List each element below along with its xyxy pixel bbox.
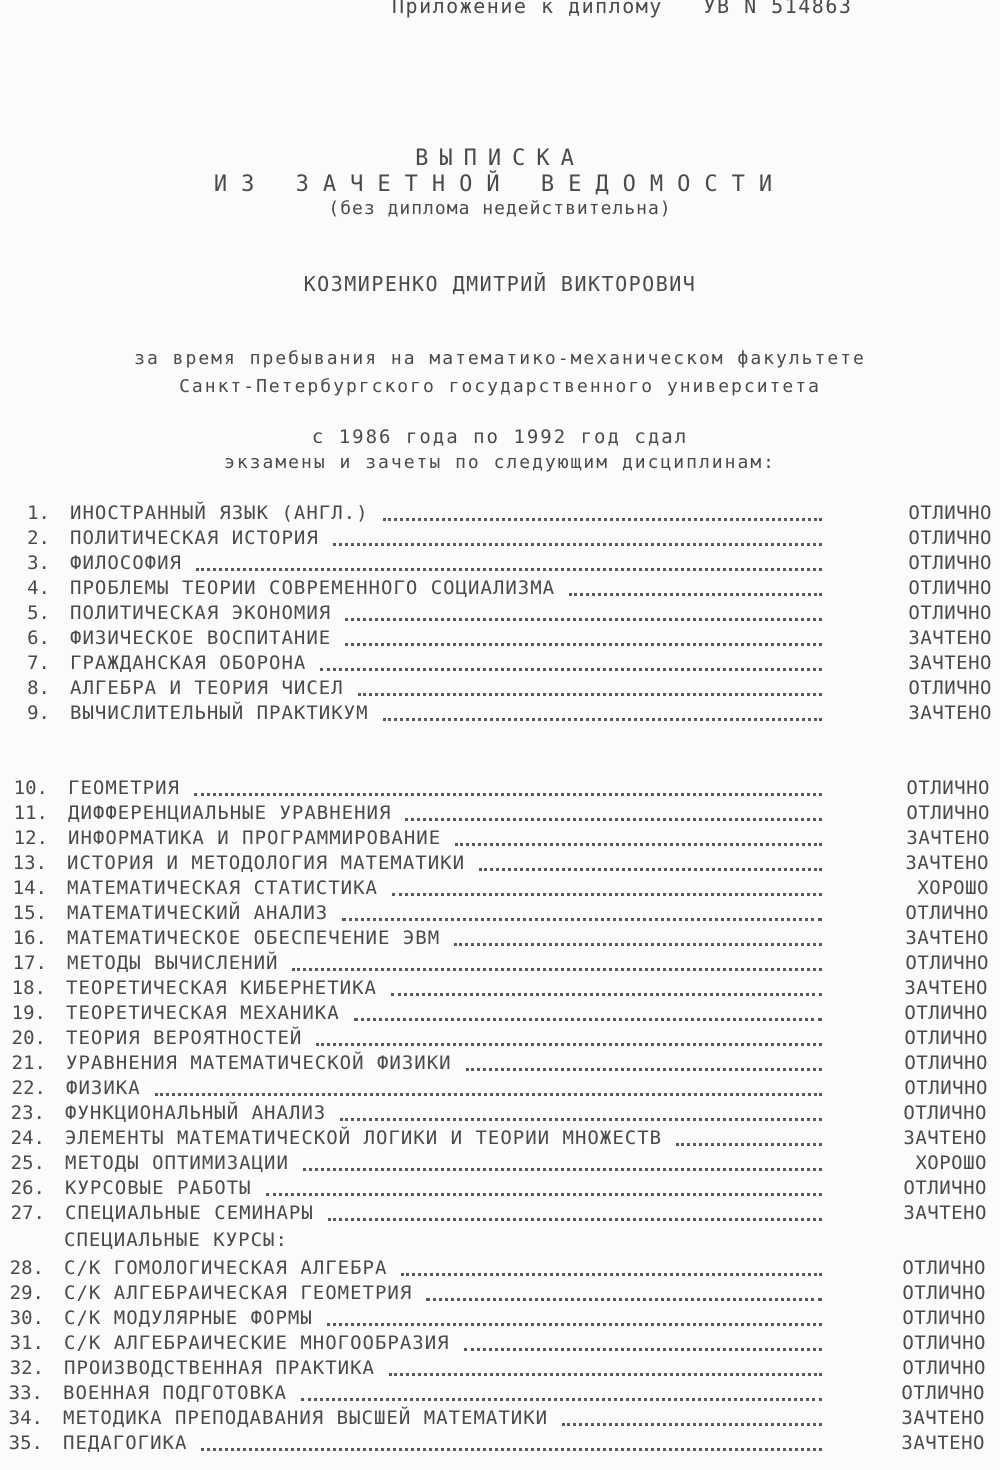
subject-grade: ОТЛИЧНО [908,677,992,699]
subject-number: 35. [8,1432,43,1454]
subject-name: ФИЛОСОФИЯ [70,552,182,574]
subject-row [0,500,1000,526]
subject-name: МЕТОДЫ ОПТИМИЗАЦИИ [65,1152,289,1174]
student-name: КОЗМИРЕНКО ДМИТРИЙ ВИКТОРОВИЧ [303,272,697,296]
leader-dots [333,537,822,546]
leader-dots [401,1267,822,1276]
subject-row [0,825,1000,851]
subject-grade: ЗАЧТЕНО [908,702,992,724]
subject-name: СПЕЦИАЛЬНЫЕ СЕМИНАРЫ [65,1202,314,1224]
subject-name: ИНФОРМАТИКА И ПРОГРАММИРОВАНИЕ [68,827,442,849]
subject-row [0,1050,1000,1076]
subject-name: ПЕДАГОГИКА [63,1432,188,1454]
subject-row [0,1380,1000,1406]
leader-dots [676,1137,822,1146]
subject-row [0,1305,1000,1331]
subject-grade: ОТЛИЧНО [908,502,992,524]
subject-number: 10. [13,777,48,799]
subject-row [0,525,1000,551]
subject-row [0,550,1000,576]
subject-name: ГРАЖДАНСКАЯ ОБОРОНА [70,652,307,674]
subject-row [0,600,1000,626]
subject-number: 4. [27,577,50,599]
subject-number: 9. [27,702,50,724]
subject-number: 29. [9,1282,44,1304]
intro-line-1: за время пребывания на математико-механическом факультете [134,348,866,369]
leader-dots [196,562,822,571]
subject-row [0,950,1000,976]
subject-name: МАТЕМАТИЧЕСКОЕ ОБЕСПЕЧЕНИЕ ЭВМ [67,927,441,949]
subject-name: ДИФФЕРЕНЦИАЛЬНЫЕ УРАВНЕНИЯ [68,802,392,824]
subject-name: ПРОИЗВОДСТВЕННАЯ ПРАКТИКА [64,1357,375,1379]
subject-name: МАТЕМАТИЧЕСКИЙ АНАЛИЗ [67,902,329,924]
subject-row [0,1000,1000,1026]
subject-row [0,625,1000,651]
leader-dots [345,637,822,646]
subject-grade: ЗАЧТЕНО [903,1202,987,1224]
subject-row [0,1430,1000,1456]
subject-grade: ОТЛИЧНО [902,1257,986,1279]
subject-row [0,850,1000,876]
document-title: ВЫПИСКА [415,146,585,171]
leader-dots [426,1292,822,1301]
leader-dots [316,1037,822,1046]
leader-dots [358,687,822,696]
subject-name: ФИЗИКА [66,1077,141,1099]
leader-dots [562,1417,822,1426]
subject-number: 7. [27,652,50,674]
subject-grade: ОТЛИЧНО [903,1177,987,1199]
subject-name: МЕТОДИКА ПРЕПОДАВАНИЯ ВЫСШЕЙ МАТЕМАТИКИ [63,1407,549,1429]
subject-number: 17. [12,952,47,974]
subject-row [0,675,1000,701]
special-courses-heading: СПЕЦИАЛЬНЫЕ КУРСЫ: [64,1229,288,1251]
subject-grade: ЗАЧТЕНО [905,852,989,874]
subject-name: ИНОСТРАННЫЙ ЯЗЫК (АНГЛ.) [70,502,369,524]
subject-name: ФУНКЦИОНАЛЬНЫЙ АНАЛИЗ [65,1102,327,1124]
subject-number: 11. [13,802,48,824]
subject-row [0,1405,1000,1431]
subject-row [0,1200,1000,1226]
subject-number: 8. [27,677,50,699]
leader-dots [266,1187,822,1196]
subject-number: 20. [11,1027,46,1049]
subject-number: 6. [27,627,50,649]
subject-row [0,1025,1000,1051]
subject-number: 27. [10,1202,45,1224]
leader-dots [194,787,822,796]
subject-number: 1. [27,502,50,524]
subject-number: 31. [9,1332,44,1354]
subject-grade: ОТЛИЧНО [905,902,989,924]
subject-grade: ОТЛИЧНО [905,952,989,974]
leader-dots [464,1342,822,1351]
subject-number: 34. [8,1407,43,1429]
leader-dots [292,962,822,971]
subject-name: ГЕОМЕТРИЯ [68,777,180,799]
subject-name: ТЕОРЕТИЧЕСКАЯ КИБЕРНЕТИКА [66,977,377,999]
subject-name: УРАВНЕНИЯ МАТЕМАТИЧЕСКОЙ ФИЗИКИ [66,1052,452,1074]
subject-grade: ОТЛИЧНО [902,1282,986,1304]
subject-row [0,1355,1000,1381]
leader-dots [392,887,822,896]
leader-dots [345,612,822,621]
subject-name: АЛГЕБРА И ТЕОРИЯ ЧИСЕЛ [70,677,344,699]
subject-row [0,1330,1000,1356]
subject-row [0,1150,1000,1176]
subject-number: 13. [12,852,47,874]
subject-grade: ОТЛИЧНО [904,1077,988,1099]
subject-number: 24. [10,1127,45,1149]
subject-number: 19. [11,1002,46,1024]
leader-dots [466,1062,822,1071]
subject-number: 33. [8,1382,43,1404]
document-header: Приложение к диплому УВ N 514863 [392,0,853,18]
leader-dots [391,987,822,996]
subject-name: ВЫЧИСЛИТЕЛЬНЫЙ ПРАКТИКУМ [70,702,369,724]
leader-dots [454,937,822,946]
subject-number: 12. [13,827,48,849]
intro-line-4: экзамены и зачеты по следующим дисциплинам: [224,452,776,473]
leader-dots [455,837,822,846]
subject-row [0,900,1000,926]
subject-row [0,1075,1000,1101]
subject-number: 28. [9,1257,44,1279]
subject-grade: ОТЛИЧНО [902,1357,986,1379]
subject-grade: ОТЛИЧНО [902,1332,986,1354]
subject-name: ПРОБЛЕМЫ ТЕОРИИ СОВРЕМЕННОГО СОЦИАЛИЗМА [70,577,556,599]
subject-name: ПОЛИТИЧЕСКАЯ ИСТОРИЯ [70,527,319,549]
subject-grade: ОТЛИЧНО [908,602,992,624]
intro-line-2: Санкт-Петербургского государственного университета [179,376,821,397]
leader-dots [301,1392,822,1401]
subject-row [0,575,1000,601]
subject-grade: ЗАЧТЕНО [901,1407,985,1429]
leader-dots [389,1367,822,1376]
subject-grade: ОТЛИЧНО [904,1027,988,1049]
leader-dots [201,1442,822,1451]
leader-dots [327,1317,822,1326]
subject-number: 2. [27,527,50,549]
validity-note: (без диплома недействительна) [328,198,672,219]
leader-dots [354,1012,822,1021]
subject-grade: ЗАЧТЕНО [901,1432,985,1454]
subject-number: 21. [11,1052,46,1074]
subject-name: ЭЛЕМЕНТЫ МАТЕМАТИЧЕСКОЙ ЛОГИКИ И ТЕОРИИ МНОЖЕСТВ [65,1127,663,1149]
subject-number: 25. [10,1152,45,1174]
subject-row [0,1125,1000,1151]
subject-name: ФИЗИЧЕСКОЕ ВОСПИТАНИЕ [70,627,332,649]
subject-grade: ОТЛИЧНО [906,777,990,799]
leader-dots [328,1212,822,1221]
subject-name: МАТЕМАТИЧЕСКАЯ СТАТИСТИКА [67,877,378,899]
subject-name: С/К АЛГЕБРАИЧЕСКИЕ МНОГООБРАЗИЯ [64,1332,450,1354]
subject-grade: ЗАЧТЕНО [903,1127,987,1149]
subject-row [0,975,1000,1001]
subject-grade: ОТЛИЧНО [901,1382,985,1404]
subject-row [0,700,1000,726]
subject-name: МЕТОДЫ ВЫЧИСЛЕНИЙ [67,952,279,974]
leader-dots [340,1112,822,1121]
subject-grade: ЗАЧТЕНО [906,827,990,849]
subject-row [0,1255,1000,1281]
subject-row [0,875,1000,901]
subject-number: 16. [12,927,47,949]
leader-dots [342,912,822,921]
subject-grade: ОТЛИЧНО [908,552,992,574]
subject-grade: ЗАЧТЕНО [908,627,992,649]
subject-grade: ЗАЧТЕНО [908,652,992,674]
subject-grade: ОТЛИЧНО [902,1307,986,1329]
subject-number: 5. [27,602,50,624]
subject-name: ИСТОРИЯ И МЕТОДОЛОГИЯ МАТЕМАТИКИ [67,852,466,874]
subject-row [0,775,1000,801]
subject-number: 32. [9,1357,44,1379]
subject-number: 30. [9,1307,44,1329]
subject-grade: ОТЛИЧНО [908,527,992,549]
subject-row [0,925,1000,951]
subject-number: 15. [12,902,47,924]
subject-name: ВОЕННАЯ ПОДГОТОВКА [63,1382,287,1404]
subject-number: 23. [10,1102,45,1124]
leader-dots [479,862,822,871]
subject-row [0,650,1000,676]
subject-name: С/К ГОМОЛОГИЧЕСКАЯ АЛГЕБРА [64,1257,388,1279]
leader-dots [383,512,822,521]
subject-grade: ОТЛИЧНО [906,802,990,824]
subject-grade: ЗАЧТЕНО [905,927,989,949]
subject-number: 3. [27,552,50,574]
subject-row [0,1280,1000,1306]
leader-dots [569,587,822,596]
leader-dots [320,662,822,671]
subject-row [0,800,1000,826]
subject-grade: ОТЛИЧНО [908,577,992,599]
subject-name: ТЕОРЕТИЧЕСКАЯ МЕХАНИКА [66,1002,340,1024]
subject-number: 18. [11,977,46,999]
leader-dots [383,712,822,721]
subject-row [0,1100,1000,1126]
intro-line-3: с 1986 года по 1992 год сдал [311,426,689,448]
subject-row [0,1175,1000,1201]
subject-grade: ОТЛИЧНО [904,1052,988,1074]
leader-dots [303,1162,822,1171]
subject-grade: ОТЛИЧНО [903,1102,987,1124]
subject-number: 14. [12,877,47,899]
subject-grade: ХОРОШО [915,1152,987,1174]
subject-grade: ОТЛИЧНО [904,1002,988,1024]
subject-number: 22. [11,1077,46,1099]
leader-dots [405,812,822,821]
subject-grade: ЗАЧТЕНО [904,977,988,999]
subject-name: С/К МОДУЛЯРНЫЕ ФОРМЫ [64,1307,313,1329]
document-subtitle: ИЗ ЗАЧЕТНОЙ ВЕДОМОСТИ [213,172,787,197]
subject-name: ПОЛИТИЧЕСКАЯ ЭКОНОМИЯ [70,602,332,624]
subject-name: С/К АЛГЕБРАИЧЕСКАЯ ГЕОМЕТРИЯ [64,1282,413,1304]
subject-name: КУРСОВЫЕ РАБОТЫ [65,1177,252,1199]
leader-dots [155,1087,822,1096]
subject-name: ТЕОРИЯ ВЕРОЯТНОСТЕЙ [66,1027,303,1049]
subject-grade: ХОРОШО [917,877,989,899]
subject-number: 26. [10,1177,45,1199]
